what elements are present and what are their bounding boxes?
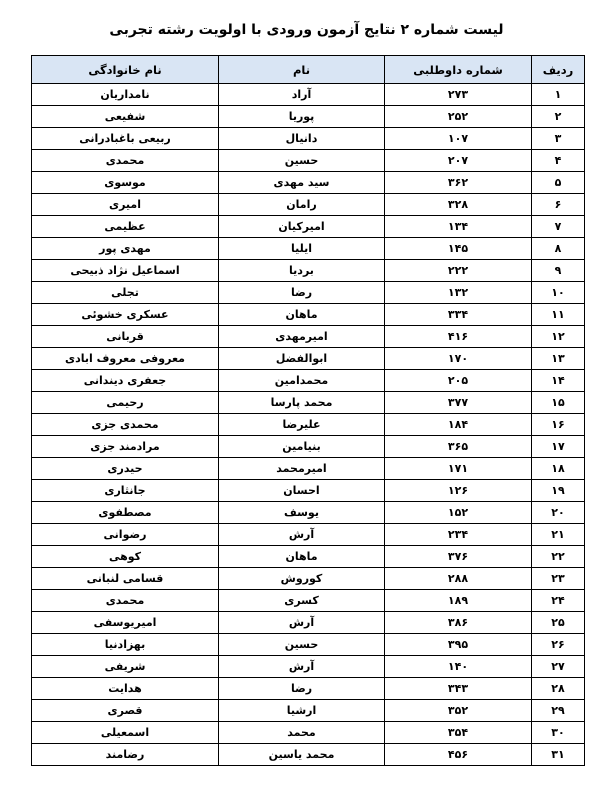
last-name-cell: مصطفوی — [32, 502, 219, 524]
candidate-number-cell: ۲۳۴ — [385, 524, 532, 546]
candidate-number-cell: ۱۴۰ — [385, 656, 532, 678]
row-number-cell: ۱۷ — [532, 436, 585, 458]
last-name-cell: عظیمی — [32, 216, 219, 238]
last-name-cell: قسامی لنبانی — [32, 568, 219, 590]
last-name-cell: مهدی پور — [32, 238, 219, 260]
candidate-number-cell: ۱۴۵ — [385, 238, 532, 260]
first-name-cell: ابوالفضل — [219, 348, 385, 370]
last-name-cell: مرادمند جزی — [32, 436, 219, 458]
candidate-number-cell: ۳۴۳ — [385, 678, 532, 700]
first-name-cell: رضا — [219, 282, 385, 304]
row-number-cell: ۲۸ — [532, 678, 585, 700]
table-row — [32, 634, 585, 656]
first-name-cell: ماهان — [219, 304, 385, 326]
last-name-cell: کوهی — [32, 546, 219, 568]
row-number-cell: ۱۱ — [532, 304, 585, 326]
last-name-cell: جعفری دیندانی — [32, 370, 219, 392]
table-row — [32, 216, 585, 238]
candidate-number-cell: ۲۰۷ — [385, 150, 532, 172]
first-name-cell: آرش — [219, 524, 385, 546]
first-name-cell: یوسف — [219, 502, 385, 524]
candidate-number-cell: ۱۰۷ — [385, 128, 532, 150]
column-header-row-number: ردیف — [532, 56, 585, 84]
row-number-cell: ۲۳ — [532, 568, 585, 590]
table-row — [32, 106, 585, 128]
first-name-cell: علیرضا — [219, 414, 385, 436]
table-row — [32, 722, 585, 744]
first-name-cell: امیرکیان — [219, 216, 385, 238]
row-number-cell: ۶ — [532, 194, 585, 216]
row-number-cell: ۱۹ — [532, 480, 585, 502]
candidate-number-cell: ۱۷۰ — [385, 348, 532, 370]
row-number-cell: ۲۶ — [532, 634, 585, 656]
candidate-number-cell: ۳۹۵ — [385, 634, 532, 656]
column-header-first-name: نام — [219, 56, 385, 84]
row-number-cell: ۳۰ — [532, 722, 585, 744]
last-name-cell: محمدی جزی — [32, 414, 219, 436]
candidate-number-cell: ۲۸۸ — [385, 568, 532, 590]
first-name-cell: دانیال — [219, 128, 385, 150]
last-name-cell: شفیعی — [32, 106, 219, 128]
table-row — [32, 700, 585, 722]
first-name-cell: آراد — [219, 84, 385, 106]
first-name-cell: محمدامین — [219, 370, 385, 392]
table-row — [32, 524, 585, 546]
first-name-cell: رضا — [219, 678, 385, 700]
candidate-number-cell: ۳۲۸ — [385, 194, 532, 216]
candidate-number-cell: ۳۵۴ — [385, 722, 532, 744]
table-row — [32, 480, 585, 502]
last-name-cell: رحیمی — [32, 392, 219, 414]
last-name-cell: جانثاری — [32, 480, 219, 502]
table-row — [32, 194, 585, 216]
table-row — [32, 414, 585, 436]
last-name-cell: قربانی — [32, 326, 219, 348]
candidate-number-cell: ۱۳۴ — [385, 216, 532, 238]
page-title: لیست شماره ۲ نتایج آزمون ورودی با اولویت رشته تجربی — [109, 22, 504, 38]
column-header-last-name: نام خانوادگی — [32, 56, 219, 84]
candidate-number-cell: ۱۵۲ — [385, 502, 532, 524]
row-number-cell: ۷ — [532, 216, 585, 238]
last-name-cell: محمدی — [32, 150, 219, 172]
row-number-cell: ۱۸ — [532, 458, 585, 480]
row-number-cell: ۱۲ — [532, 326, 585, 348]
first-name-cell: بنیامین — [219, 436, 385, 458]
first-name-cell: آرش — [219, 656, 385, 678]
candidate-number-cell: ۱۲۶ — [385, 480, 532, 502]
last-name-cell: رضامند — [32, 744, 219, 766]
row-number-cell: ۱۰ — [532, 282, 585, 304]
candidate-number-cell: ۱۷۱ — [385, 458, 532, 480]
row-number-cell: ۲۴ — [532, 590, 585, 612]
last-name-cell: بهزادنیا — [32, 634, 219, 656]
table-row — [32, 150, 585, 172]
last-name-cell: رضوانی — [32, 524, 219, 546]
table-row — [32, 502, 585, 524]
row-number-cell: ۲۷ — [532, 656, 585, 678]
table-row — [32, 260, 585, 282]
row-number-cell: ۹ — [532, 260, 585, 282]
candidate-number-cell: ۴۱۶ — [385, 326, 532, 348]
first-name-cell: ارشیا — [219, 700, 385, 722]
candidate-number-cell: ۴۵۶ — [385, 744, 532, 766]
row-number-cell: ۲۹ — [532, 700, 585, 722]
table-row — [32, 612, 585, 634]
table-row — [32, 546, 585, 568]
row-number-cell: ۲۵ — [532, 612, 585, 634]
last-name-cell: حیدری — [32, 458, 219, 480]
table-row — [32, 348, 585, 370]
table-row — [32, 744, 585, 766]
last-name-cell: هدایت — [32, 678, 219, 700]
row-number-cell: ۸ — [532, 238, 585, 260]
candidate-number-cell: ۲۷۳ — [385, 84, 532, 106]
candidate-number-cell: ۲۰۵ — [385, 370, 532, 392]
last-name-cell: نامداریان — [32, 84, 219, 106]
first-name-cell: ایلیا — [219, 238, 385, 260]
candidate-number-cell: ۱۳۲ — [385, 282, 532, 304]
table-row — [32, 678, 585, 700]
first-name-cell: محمد پارسا — [219, 392, 385, 414]
last-name-cell: معروفی معروف ابادی — [32, 348, 219, 370]
candidate-number-cell: ۳۷۶ — [385, 546, 532, 568]
last-name-cell: عسکری خشوئی — [32, 304, 219, 326]
table-row — [32, 326, 585, 348]
candidate-number-cell: ۳۵۲ — [385, 700, 532, 722]
candidate-number-cell: ۳۳۴ — [385, 304, 532, 326]
first-name-cell: پوریا — [219, 106, 385, 128]
table-row — [32, 568, 585, 590]
last-name-cell: اسماعیل نژاد ذبیحی — [32, 260, 219, 282]
row-number-cell: ۲ — [532, 106, 585, 128]
candidate-number-cell: ۳۶۲ — [385, 172, 532, 194]
row-number-cell: ۱ — [532, 84, 585, 106]
last-name-cell: شریفی — [32, 656, 219, 678]
row-number-cell: ۲۲ — [532, 546, 585, 568]
table-row — [32, 84, 585, 106]
table-row — [32, 436, 585, 458]
results-table — [31, 55, 585, 766]
candidate-number-cell: ۲۵۲ — [385, 106, 532, 128]
first-name-cell: محمد — [219, 722, 385, 744]
first-name-cell: رامان — [219, 194, 385, 216]
last-name-cell: قصری — [32, 700, 219, 722]
first-name-cell: آرش — [219, 612, 385, 634]
last-name-cell: تجلی — [32, 282, 219, 304]
last-name-cell: امیری — [32, 194, 219, 216]
table-row — [32, 458, 585, 480]
last-name-cell: محمدی — [32, 590, 219, 612]
candidate-number-cell: ۳۸۶ — [385, 612, 532, 634]
last-name-cell: اسمعیلی — [32, 722, 219, 744]
table-row — [32, 370, 585, 392]
row-number-cell: ۱۳ — [532, 348, 585, 370]
table-row — [32, 304, 585, 326]
table-row — [32, 238, 585, 260]
row-number-cell: ۱۵ — [532, 392, 585, 414]
first-name-cell: امیرمحمد — [219, 458, 385, 480]
last-name-cell: امیریوسفی — [32, 612, 219, 634]
row-number-cell: ۳۱ — [532, 744, 585, 766]
row-number-cell: ۲۱ — [532, 524, 585, 546]
last-name-cell: موسوی — [32, 172, 219, 194]
first-name-cell: حسین — [219, 150, 385, 172]
first-name-cell: محمد یاسین — [219, 744, 385, 766]
row-number-cell: ۲۰ — [532, 502, 585, 524]
first-name-cell: امیرمهدی — [219, 326, 385, 348]
table-body — [32, 84, 585, 766]
table-row — [32, 128, 585, 150]
last-name-cell: ربیعی باغبادرانی — [32, 128, 219, 150]
candidate-number-cell: ۱۸۹ — [385, 590, 532, 612]
table-row — [32, 172, 585, 194]
first-name-cell: بردیا — [219, 260, 385, 282]
row-number-cell: ۱۴ — [532, 370, 585, 392]
first-name-cell: احسان — [219, 480, 385, 502]
column-header-candidate-number: شماره داوطلبی — [385, 56, 532, 84]
candidate-number-cell: ۱۸۴ — [385, 414, 532, 436]
first-name-cell: حسین — [219, 634, 385, 656]
row-number-cell: ۴ — [532, 150, 585, 172]
table-row — [32, 392, 585, 414]
row-number-cell: ۵ — [532, 172, 585, 194]
first-name-cell: کسری — [219, 590, 385, 612]
first-name-cell: سید مهدی — [219, 172, 385, 194]
candidate-number-cell: ۳۶۵ — [385, 436, 532, 458]
table-row — [32, 590, 585, 612]
row-number-cell: ۱۶ — [532, 414, 585, 436]
row-number-cell: ۳ — [532, 128, 585, 150]
table-header-row — [32, 56, 585, 84]
first-name-cell: ماهان — [219, 546, 385, 568]
table-row — [32, 282, 585, 304]
first-name-cell: کوروش — [219, 568, 385, 590]
candidate-number-cell: ۳۷۷ — [385, 392, 532, 414]
candidate-number-cell: ۲۲۲ — [385, 260, 532, 282]
table-row — [32, 656, 585, 678]
